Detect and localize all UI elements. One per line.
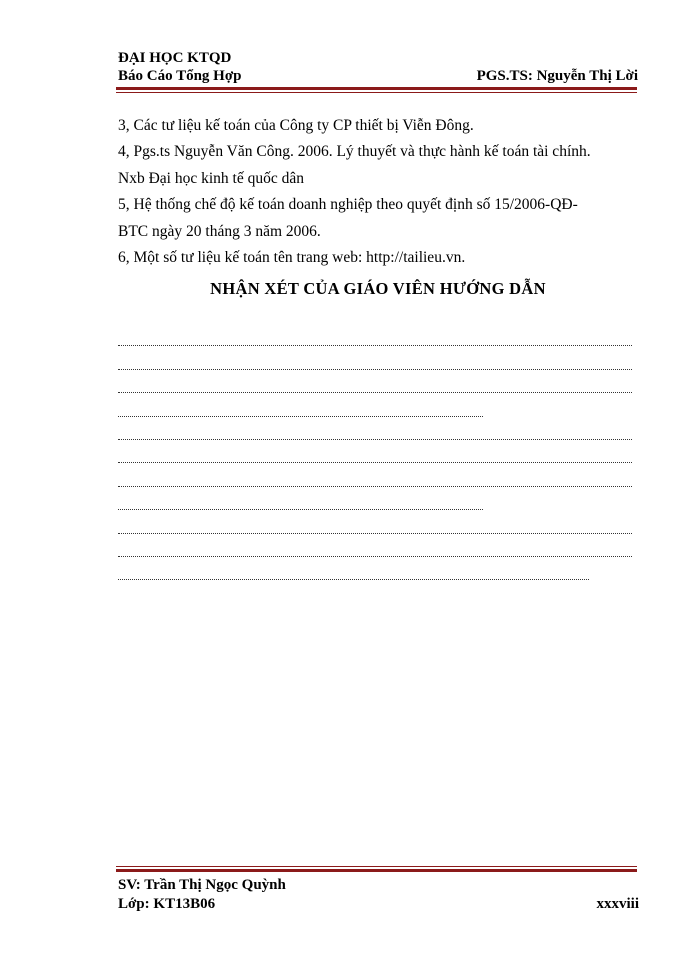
page-number: xxxviii bbox=[596, 896, 639, 912]
section-title: NHẬN XÉT CỦA GIÁO VIÊN HƯỚNG DẪN bbox=[210, 279, 546, 298]
dotted-line bbox=[118, 539, 638, 562]
footer-rule-thin bbox=[116, 866, 637, 867]
footer-student: SV: Trần Thị Ngọc Quỳnh bbox=[118, 877, 286, 893]
header-university: ĐẠI HỌC KTQD bbox=[118, 50, 232, 66]
reference-line: Nxb Đại học kinh tế quốc dân bbox=[118, 169, 304, 187]
dotted-line bbox=[118, 515, 638, 538]
dotted-line bbox=[118, 492, 638, 515]
dotted-line bbox=[118, 562, 638, 585]
footer-class: Lớp: KT13B06 bbox=[118, 896, 216, 912]
footer-left bbox=[118, 876, 286, 914]
dotted-line bbox=[118, 351, 638, 374]
reference-line: BTC ngày 20 tháng 3 năm 2006. bbox=[118, 222, 321, 240]
dotted-line bbox=[118, 445, 638, 468]
dotted-line bbox=[118, 422, 638, 445]
reference-line: 4, Pgs.ts Nguyễn Văn Công. 2006. Lý thuyết và thực hành kế toán tài chính. bbox=[118, 143, 591, 161]
header-row bbox=[118, 67, 638, 85]
reference-line: 3, Các tư liệu kế toán của Công ty CP thiết bị Viễn Đông. bbox=[118, 117, 474, 134]
dotted-line bbox=[118, 375, 638, 398]
dotted-line bbox=[118, 328, 638, 351]
comment-lines bbox=[118, 328, 638, 585]
header-advisor: PGS.TS: Nguyễn Thị Lời bbox=[476, 68, 638, 84]
dotted-line bbox=[118, 468, 638, 491]
header-rule-thick bbox=[116, 87, 637, 90]
dotted-line bbox=[118, 398, 638, 421]
header-report-title: Báo Cáo Tổng Hợp bbox=[118, 68, 242, 84]
reference-line: 6, Một số tư liệu kế toán tên trang web: http://tailieu.vn. bbox=[118, 249, 466, 267]
reference-line: 5, Hệ thống chế độ kế toán doanh nghiệp theo quyết định số 15/2006-QĐ- bbox=[118, 196, 578, 214]
footer-rule-thick bbox=[116, 869, 637, 872]
references-list bbox=[118, 113, 638, 271]
header-rule-thin bbox=[116, 92, 637, 93]
